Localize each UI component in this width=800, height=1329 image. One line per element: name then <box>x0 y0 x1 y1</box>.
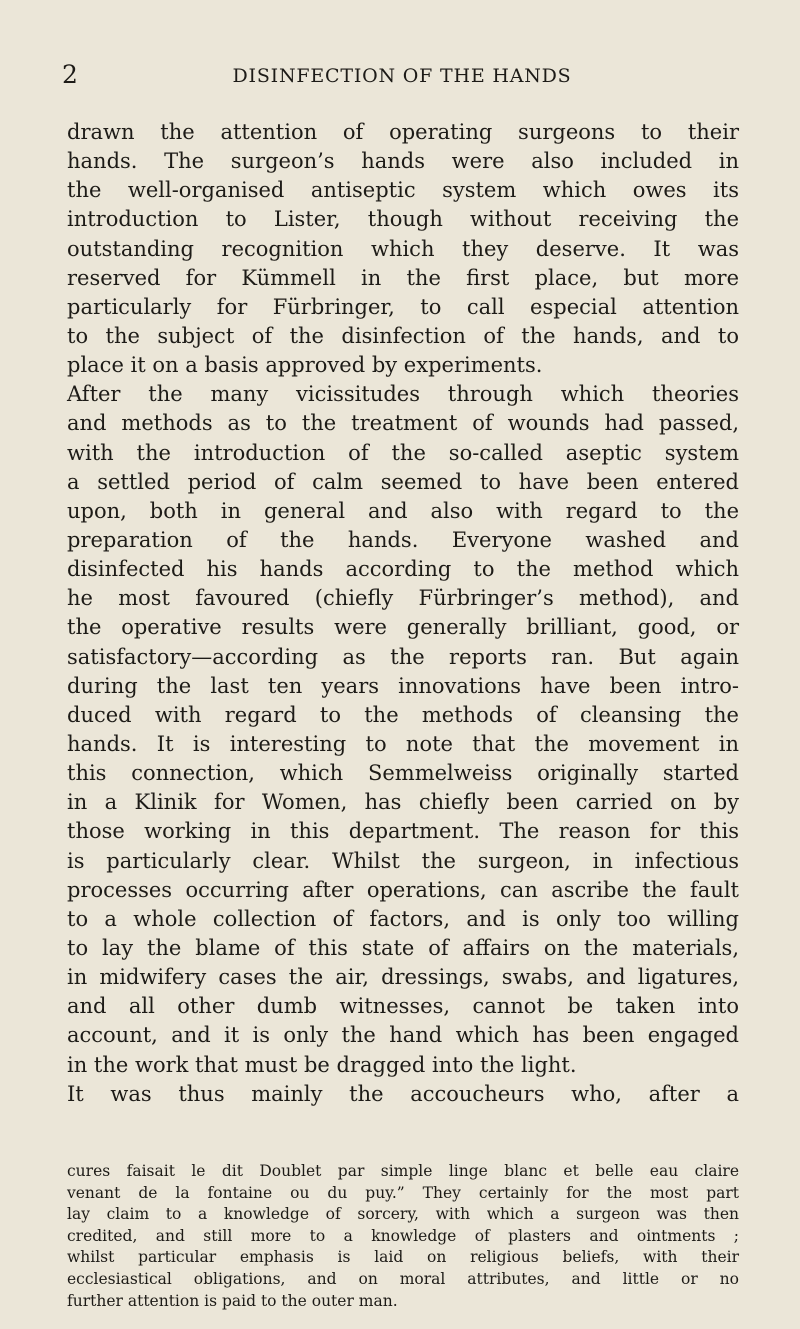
footnote-line: lay claim to a knowledge of sorcery, with which a surgeon was then <box>67 1205 739 1224</box>
text-line: in a Klinik for Women, has chiefly been carried on by <box>67 790 739 815</box>
text-line: upon, both in general and also with regard to the <box>67 498 739 523</box>
text-line: with the introduction of the so-called aseptic system <box>67 440 739 465</box>
text-line: in the work that must be dragged into the light. <box>67 1052 577 1077</box>
footnote-line: further attention is paid to the outer man. <box>67 1291 398 1310</box>
text-line: duced with regard to the methods of cleansing the <box>67 702 739 727</box>
text-line: account, and it is only the hand which has been engaged <box>67 1023 739 1048</box>
text-line: processes occurring after operations, can ascribe the fault <box>67 877 739 902</box>
text-line: hands. It is interesting to note that the movement in <box>67 731 739 756</box>
text-line: in midwifery cases the air, dressings, swabs, and ligatures, <box>67 965 739 990</box>
footnote-line: whilst particular emphasis is laid on religious beliefs, with their <box>67 1248 739 1267</box>
text-line: satisfactory—according as the reports ran. But again <box>67 644 739 669</box>
paragraph-start-line: After the many vicissitudes through which theories <box>67 382 739 407</box>
footnote-line: credited, and still more to a knowledge of plasters and ointments ; <box>67 1226 739 1245</box>
text-line: the operative results were generally brilliant, good, or <box>67 615 739 640</box>
main-text <box>67 118 739 1109</box>
paragraph-start-line: It was thus mainly the accoucheurs who, after a <box>67 1081 739 1106</box>
text-line: introduction to Lister, though without receiving the <box>67 207 739 232</box>
text-line: preparation of the hands. Everyone washed and <box>67 527 739 552</box>
text-line: place it on a basis approved by experiments. <box>67 353 543 378</box>
running-title: DISINFECTION OF THE HANDS <box>232 65 572 87</box>
text-line: during the last ten years innovations have been intro- <box>67 673 739 698</box>
footnote <box>67 1161 739 1312</box>
text-line: outstanding recognition which they deserve. It was <box>67 236 739 261</box>
text-line: to lay the blame of this state of affairs on the materials, <box>67 935 739 960</box>
text-line: to the subject of the disinfection of the hands, and to <box>67 323 739 348</box>
footnote-line: venant de la fontaine ou du puy.” They certainly for the most part <box>67 1183 739 1202</box>
text-line: drawn the attention of operating surgeons to their <box>67 120 739 144</box>
text-line: the well-organised antiseptic system which owes its <box>67 178 739 203</box>
page-header <box>62 61 742 89</box>
text-line: and all other dumb witnesses, cannot be taken into <box>67 994 739 1019</box>
text-line: and methods as to the treatment of wounds had passed, <box>67 411 739 436</box>
text-line: to a whole collection of factors, and is only too willing <box>67 906 739 931</box>
text-line: reserved for Kümmell in the first place, but more <box>67 265 739 290</box>
text-line: a settled period of calm seemed to have been entered <box>67 469 739 494</box>
text-line: those working in this department. The reason for this <box>67 819 739 844</box>
text-line: particularly for Fürbringer, to call especial attention <box>67 294 739 319</box>
text-line: this connection, which Semmelweiss originally started <box>67 761 739 786</box>
text-line: disinfected his hands according to the method which <box>67 557 739 582</box>
text-line: is particularly clear. Whilst the surgeon, in infectious <box>67 848 739 873</box>
text-line: hands. The surgeon’s hands were also included in <box>67 149 739 174</box>
text-line: he most favoured (chiefly Fürbringer’s method), and <box>67 586 739 611</box>
footnote-line: cures faisait le dit Doublet par simple linge blanc et belle eau claire <box>67 1162 739 1180</box>
page-number: 2 <box>62 60 78 89</box>
footnote-line: ecclesiastical obligations, and on moral attributes, and little or no <box>67 1269 739 1288</box>
